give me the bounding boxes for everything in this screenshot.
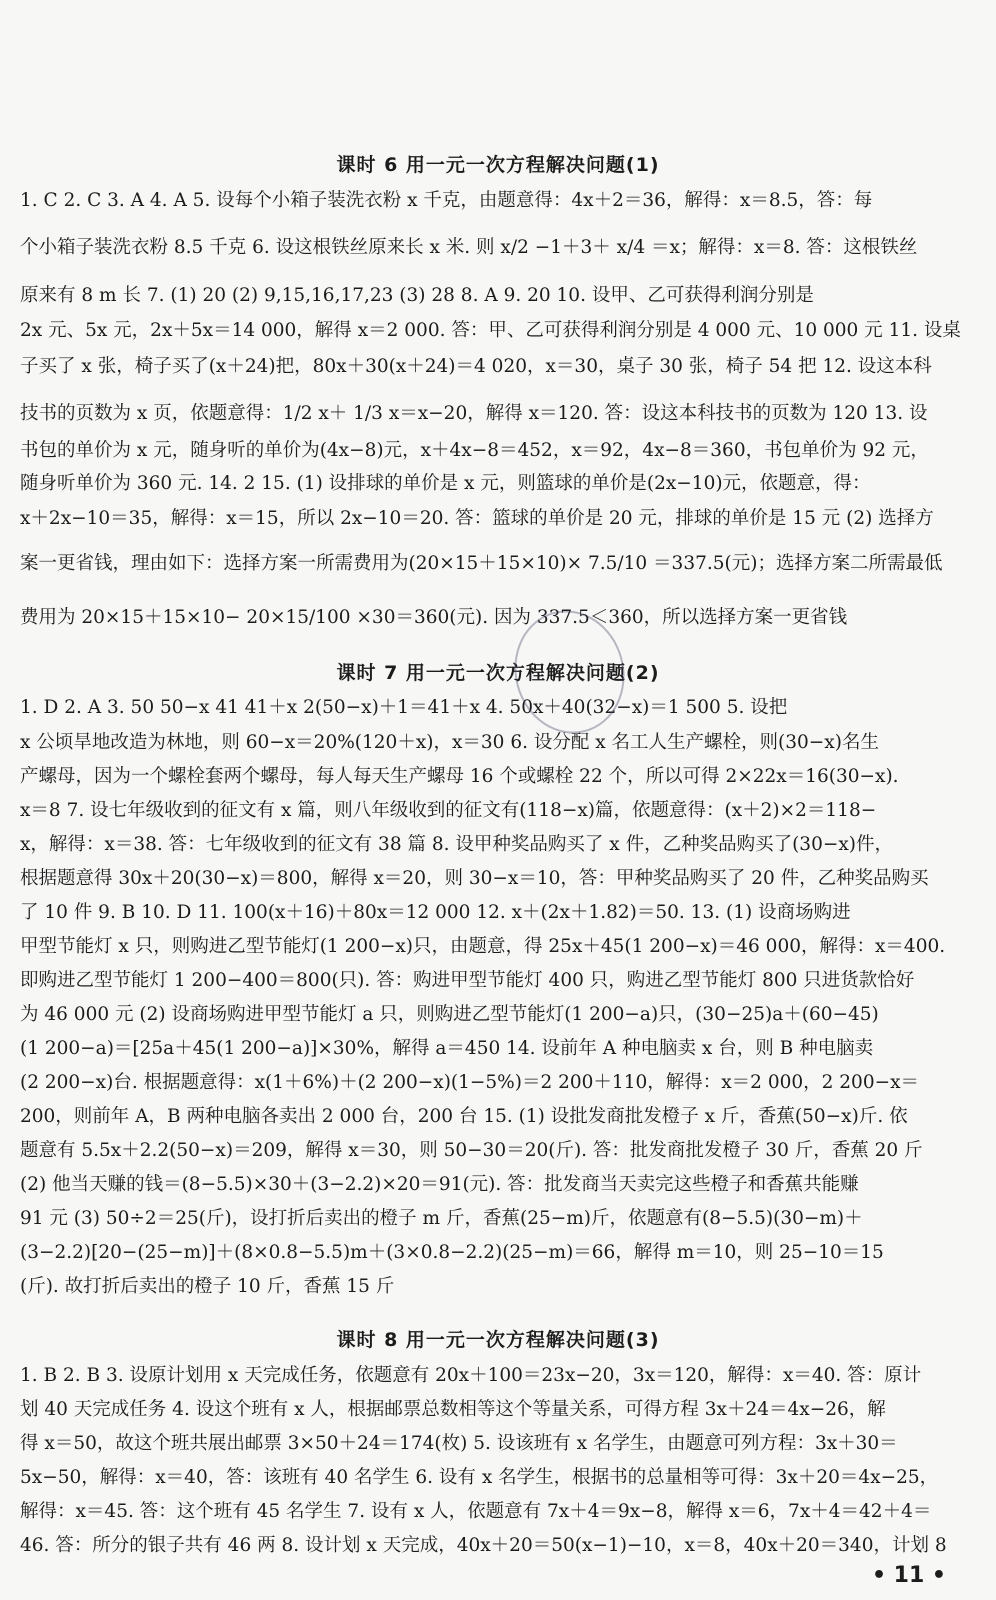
text-line: (斤). 故打折后卖出的橙子 10 斤，香蕉 15 斤 [20,1276,395,1297]
section-title-6: 课时 6 用一元一次方程解决问题(1) [336,154,660,176]
text-line: x 公顷旱地改造为林地，则 60−x＝20%(120＋x)，x＝30 6. 设分配 x 名工人生产螺栓，则(30−x)名生 [20,732,879,753]
text-line: 解得：x＝45. 答：这个班有 45 名学生 7. 设有 x 人，依题意有 7x＋4＝9x−8，解得 x＝6，7x＋4＝42＋4＝ [20,1501,932,1522]
text-line: 费用为 20×15＋15×10− 20×15/100 ×30＝360(元). 因为 337.5＜360，所以选择方案一更省钱 [20,607,848,628]
text-line: 技书的页数为 x 页，依题意得：1/2 x＋ 1/3 x＝x−20，解得 x＝120. 答：设这本科技书的页数为 120 13. 设 [20,403,928,424]
text-line: 91 元 (3) 50÷2＝25(斤)，设打折后卖出的橙子 m 斤，香蕉(25−m)斤，依题意有(8−5.5)(30−m)＋ [20,1208,863,1229]
text-line: x＋2x−10＝35，解得：x＝15，所以 2x−10＝20. 答：篮球的单价是 20 元，排球的单价是 15 元 (2) 选择方 [20,508,934,529]
page-number: • 11 • [871,1563,946,1588]
text-line: (1 200−a)＝[25a＋45(1 200−a)]×30%，解得 a＝450 14. 设前年 A 种电脑卖 x 台，则 B 种电脑卖 [20,1038,874,1059]
section-title-8: 课时 8 用一元一次方程解决问题(3) [336,1329,660,1351]
text-line: 46. 答：所分的银子共有 46 两 8. 设计划 x 天完成，40x＋20＝50(x−1)−10，x＝8，40x＋20＝340，计划 8 [20,1535,947,1556]
text-line: 甲型节能灯 x 只，则购进乙型节能灯(1 200−x)只，由题意，得 25x＋45(1 200−x)＝46 000，解得：x＝400. [20,936,946,957]
text-line: 得 x＝50，故这个班共展出邮票 3×50＋24＝174(枚) 5. 设该班有 x 名学生，由题意可列方程：3x＋30＝ [20,1433,898,1454]
text-line: 书包的单价为 x 元，随身听的单价为(4x−8)元，x＋4x−8＝452，x＝92，4x−8＝360，书包单价为 92 元， [20,440,929,461]
text-line: 5x−50，解得：x＝40，答：该班有 40 名学生 6. 设有 x 名学生，根据书的总量相等可得：3x＋20＝4x−25， [20,1467,939,1488]
text-line: 题意有 5.5x＋2.2(50−x)＝209，解得 x＝30，则 50−30＝20(斤). 答：批发商批发橙子 30 斤，香蕉 20 斤 [20,1140,923,1161]
text-line: (2 200−x)台. 根据题意得：x(1＋6%)＋(2 200−x)(1−5%)＝2 200＋110，解得：x＝2 000，2 200−x＝ [20,1072,920,1093]
text-line: 子买了 x 张，椅子买了(x＋24)把，80x＋30(x＋24)＝4 020，x＝30，桌子 30 张，椅子 54 把 12. 设这本科 [20,356,932,377]
text-line: (2) 他当天赚的钱＝(8−5.5)×30＋(3−2.2)×20＝91(元). 答：批发商当天卖完这些橙子和香蕉共能赚 [20,1174,859,1195]
text-line: (3−2.2)[20−(25−m)]＋(8×0.8−5.5)m＋(3×0.8−2.2)(25−m)＝66，解得 m＝10，则 25−10＝15 [20,1242,884,1263]
text-line: 为 46 000 元 (2) 设商场购进甲型节能灯 a 只，则购进乙型节能灯(1 200−a)只，(30−25)a＋(60−45) [20,1004,879,1025]
text-line: 产螺母，因为一个螺栓套两个螺母，每人每天生产螺母 16 个或螺栓 22 个，所以可得 2×22x＝16(30−x). [20,766,899,787]
text-line: 划 40 天完成任务 4. 设这个班有 x 人，根据邮票总数相等这个等量关系，可得方程 3x＋24＝4x−26，解 [20,1399,886,1420]
text-line: 了 10 件 9. B 10. D 11. 100(x＋16)＋80x＝12 000 12. x＋(2x＋1.82)＝50. 13. (1) 设商场购进 [20,902,851,923]
text-line: 1. C 2. C 3. A 4. A 5. 设每个小箱子装洗衣粉 x 千克，由题意得：4x＋2＝36，解得：x＝8.5，答：每 [20,190,873,211]
text-line: 原来有 8 m 长 7. (1) 20 (2) 9,15,16,17,23 (3) 28 8. A 9. 20 10. 设甲、乙可获得利润分别是 [20,285,814,306]
text-line: x＝8 7. 设七年级收到的征文有 x 篇，则八年级收到的征文有(118−x)篇，依题意得：(x＋2)×2＝118− [20,800,877,821]
text-line: 个小箱子装洗衣粉 8.5 千克 6. 设这根铁丝原来长 x 米. 则 x/2 −1＋3＋ x/4 ＝x；解得：x＝8. 答：这根铁丝 [20,237,918,258]
text-line: 随身听单价为 360 元. 14. 2 15. (1) 设排球的单价是 x 元，则篮球的单价是(2x−10)元，依题意，得： [20,473,871,494]
text-line: 根据题意得 30x＋20(30−x)＝800，解得 x＝20，则 30−x＝10，答：甲种奖品购买了 20 件，乙种奖品购买 [20,868,929,889]
section-title-7: 课时 7 用一元一次方程解决问题(2) [336,662,660,684]
text-line: 1. B 2. B 3. 设原计划用 x 天完成任务，依题意有 20x＋100＝23x−20，3x＝120，解得：x＝40. 答：原计 [20,1365,922,1386]
text-line: x，解得：x＝38. 答：七年级收到的征文有 38 篇 8. 设甲种奖品购买了 x 件，乙种奖品购买了(30−x)件， [20,834,893,855]
text-line: 200，则前年 A，B 两种电脑各卖出 2 000 台，200 台 15. (1) 设批发商批发橙子 x 斤，香蕉(50−x)斤. 依 [20,1106,908,1127]
text-line: 1. D 2. A 3. 50 50−x 41 41＋x 2(50−x)＋1＝41＋x 4. 50x＋40(32−x)＝1 500 5. 设把 [20,697,788,718]
text-line: 即购进乙型节能灯 1 200−400＝800(只). 答：购进甲型节能灯 400 只，购进乙型节能灯 800 只进货款恰好 [20,970,915,991]
text-line: 2x 元、5x 元，2x＋5x＝14 000，解得 x＝2 000. 答：甲、乙可获得利润分别是 4 000 元、10 000 元 11. 设桌 [20,320,961,341]
text-line: 案一更省钱，理由如下：选择方案一所需费用为(20×15＋15×10)× 7.5/10 ＝337.5(元)；选择方案二所需最低 [20,553,943,574]
